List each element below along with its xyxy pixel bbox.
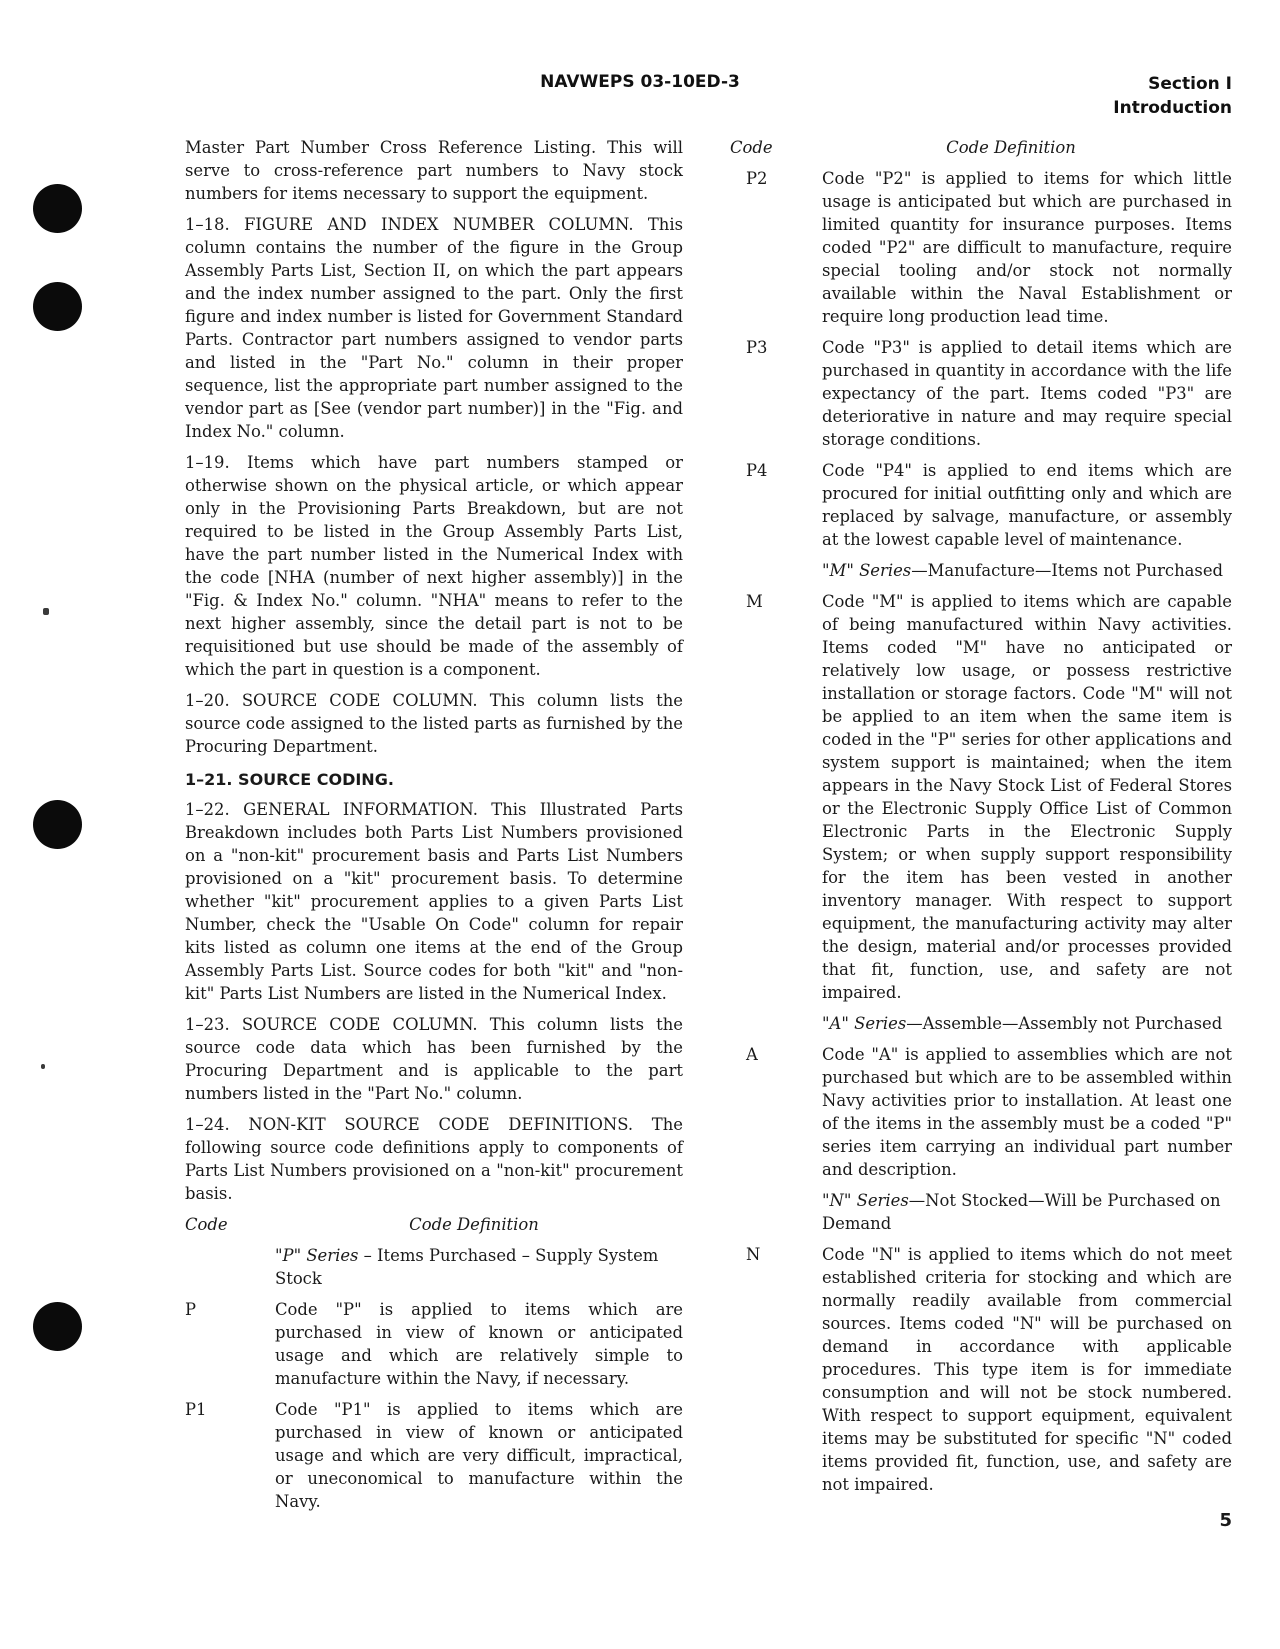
series-heading-n bbox=[822, 1189, 1232, 1235]
code-value: M bbox=[746, 592, 763, 611]
code-entry-p bbox=[185, 1298, 683, 1390]
section-title: Introduction bbox=[1113, 98, 1232, 118]
binder-hole bbox=[33, 184, 82, 233]
series-heading-p bbox=[275, 1244, 683, 1290]
series-name: "N" Series bbox=[822, 1191, 909, 1210]
definition-column-label: Code Definition bbox=[409, 1215, 539, 1234]
binder-hole bbox=[33, 1302, 82, 1351]
code-value: N bbox=[746, 1245, 761, 1264]
paragraph-1-20: 1–20. SOURCE CODE COLUMN. This column lists the source code assigned to the listed parts as furnished by the Procuring Department. bbox=[185, 691, 683, 756]
code-value: P1 bbox=[185, 1400, 207, 1419]
heading-source-coding: 1–21. SOURCE CODING. bbox=[185, 770, 394, 789]
code-definition: Code "M" is applied to items which are capable of being manufactured within Navy activities. Items coded "M" have no anticipated or relatively low usage, or possess restrictive installation or storage factors. Code "M" will not be applied to an item when the same item is coded in the "P" series for other applications and system support is maintained; when the item appears in the Navy Stock List of Federal Stores or the Electronic Supply Office List of Common Electronic Parts in the Electronic Supply System; or when supply support responsibility for the item has been vested in another inventory manager. With respect to support equipment, the manufacturing activity may alter the design, material and/or processes provided that fit, function, use, and safety are not impaired. bbox=[822, 592, 1232, 1002]
code-table-header bbox=[730, 136, 1232, 159]
code-entry-p4 bbox=[730, 459, 1232, 551]
binder-hole bbox=[33, 282, 82, 331]
series-description: – Items Purchased – Supply System Stock bbox=[275, 1246, 659, 1288]
code-definition: Code "P" is applied to items which are purchased in view of known or anticipated usage and which are relatively simple to manufacture within the Navy, if necessary. bbox=[275, 1300, 683, 1388]
section-label: Section I bbox=[1148, 74, 1232, 94]
code-column-label: Code bbox=[185, 1215, 228, 1234]
series-heading-a bbox=[822, 1012, 1232, 1035]
code-value: P bbox=[185, 1300, 197, 1319]
code-entry-n bbox=[730, 1243, 1232, 1496]
paragraph-1-19: 1–19. Items which have part numbers stamped or otherwise shown on the physical article, or which appear only in the Provisioning Parts Breakdown, but are not required to be listed in the Group Assembly Parts List, have the part number listed in the Numerical Index with the code [NHA (number of next higher assembly)] in the "Fig. & Index No." column. "NHA" means to refer to the next higher assembly, since the detail part is not to be requisitioned but use should be made of the assembly of which the part in question is a component. bbox=[185, 453, 683, 679]
code-entry-p2 bbox=[730, 167, 1232, 328]
code-definition: Code "A" is applied to assemblies which are not purchased but which are to be assembled within Navy activities prior to installation. At least one of the items in the assembly must be a coded "P" series item carrying an individual part number and description. bbox=[822, 1045, 1232, 1179]
section-header bbox=[1113, 72, 1232, 120]
paragraph-1-24: 1–24. NON-KIT SOURCE CODE DEFINITIONS. The following source code definitions apply to components of Parts List Numbers provisioned on a "non-kit" procurement basis. bbox=[185, 1115, 683, 1203]
paragraph-1-23: 1–23. SOURCE CODE COLUMN. This column lists the source code data which has been furnished by the Procuring Department and is applicable to the part numbers listed in the "Part No." column. bbox=[185, 1015, 683, 1103]
paragraph-1-18: 1–18. FIGURE AND INDEX NUMBER COLUMN. This column contains the number of the figure in the Group Assembly Parts List, Section II, on which the part appears and the index number assigned to the part. Only the first figure and index number is listed for Government Standard Parts. Contractor part numbers assigned to vendor parts and listed in the "Part No." column in their proper sequence, list the appropriate part number assigned to the vendor part as [See (vendor part number)] in the "Fig. and Index No." column. bbox=[185, 215, 683, 441]
code-value: P4 bbox=[746, 461, 768, 480]
code-definition: Code "P2" is applied to items for which little usage is anticipated but which are purchased in limited quantity for insurance purposes. Items coded "P2" are difficult to manufacture, require special tooling and/or stock not normally available within the Naval Establishment or require long production lead time. bbox=[822, 169, 1232, 326]
code-definition: Code "P1" is applied to items which are purchased in view of known or anticipated usage and which are very difficult, impractical, or uneconomical to manufacture within the Navy. bbox=[275, 1400, 683, 1511]
code-definition: Code "P3" is applied to detail items which are purchased in quantity in accordance with the life expectancy of the part. Items coded "P3" are deteriorative in nature and may require special storage conditions. bbox=[822, 338, 1232, 449]
code-entry-p3 bbox=[730, 336, 1232, 451]
code-value: A bbox=[746, 1045, 758, 1064]
code-entry-p1 bbox=[185, 1398, 683, 1513]
paragraph-1-22: 1–22. GENERAL INFORMATION. This Illustrated Parts Breakdown includes both Parts List Numbers provisioned on a "non-kit" procurement basis and Parts List Numbers provisioned on a "kit" procurement basis. To determine whether "kit" procurement applies to a given Parts List Number, check the "Usable On Code" column for repair kits listed as column one items at the end of the Group Assembly Parts List. Source codes for both "kit" and "non-kit" Parts List Numbers are listed in the Numerical Index. bbox=[185, 800, 683, 1003]
series-heading-m bbox=[822, 559, 1232, 582]
code-value: P3 bbox=[746, 338, 768, 357]
document-number: NAVWEPS 03-10ED-3 bbox=[540, 72, 740, 92]
series-description: —Not Stocked—Will be Purchased on Demand bbox=[822, 1191, 1221, 1233]
series-description: —Assemble—Assembly not Purchased bbox=[906, 1014, 1223, 1033]
series-name: "A" Series bbox=[822, 1014, 907, 1033]
code-value: P2 bbox=[746, 169, 768, 188]
series-name: "P" Series bbox=[275, 1246, 359, 1265]
code-entry-m bbox=[730, 590, 1232, 1004]
code-column-label: Code bbox=[730, 138, 773, 157]
scan-speck bbox=[41, 1064, 45, 1069]
series-name: "M" Series bbox=[822, 561, 912, 580]
scan-speck bbox=[43, 608, 49, 615]
right-column bbox=[730, 136, 1232, 1504]
binder-hole bbox=[33, 800, 82, 849]
left-column bbox=[185, 136, 683, 1521]
code-entry-a bbox=[730, 1043, 1232, 1181]
series-description: —Manufacture—Items not Purchased bbox=[911, 561, 1224, 580]
definition-column-label: Code Definition bbox=[946, 138, 1076, 157]
page-number: 5 bbox=[1219, 1510, 1232, 1531]
code-table-header bbox=[185, 1213, 683, 1236]
paragraph-intro: Master Part Number Cross Reference Listing. This will serve to cross-reference part numbers to Navy stock numbers for items necessary to support the equipment. bbox=[185, 138, 683, 203]
code-definition: Code "P4" is applied to end items which are procured for initial outfitting only and which are replaced by salvage, manufacture, or assembly at the lowest capable level of maintenance. bbox=[822, 461, 1232, 549]
code-definition: Code "N" is applied to items which do not meet established criteria for stocking and which are normally readily available from commercial sources. Items coded "N" will be purchased on demand in accordance with applicable procedures. This type item is for immediate consumption and will not be stock numbered. With respect to support equipment, equivalent items may be substituted for specific "N" coded items provided fit, function, use, and safety are not impaired. bbox=[822, 1245, 1232, 1494]
